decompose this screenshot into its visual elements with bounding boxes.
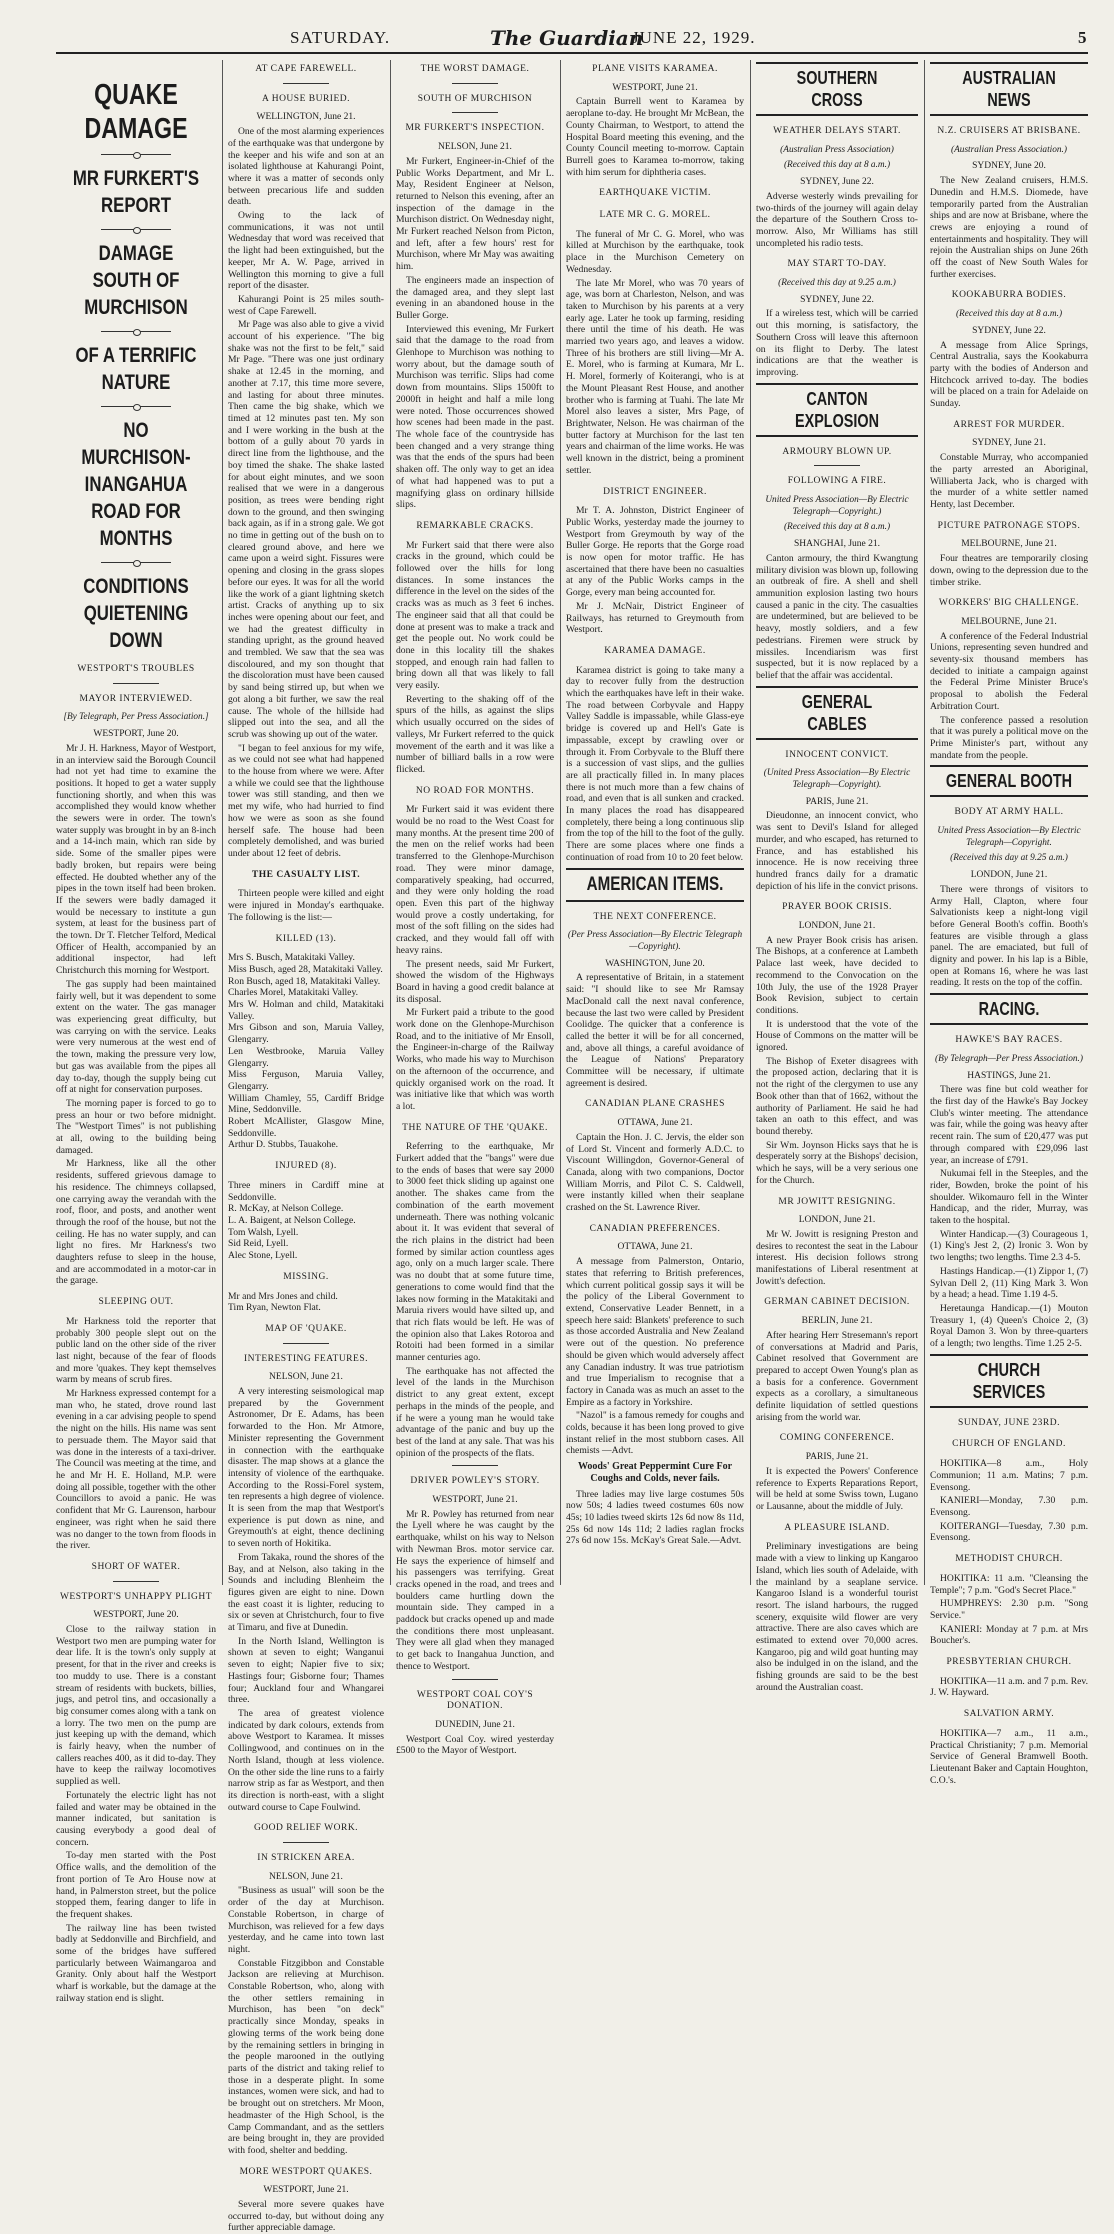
divider	[452, 83, 498, 84]
killed-list	[228, 952, 384, 1151]
service-listing: HOKITIKA—11 a.m. and 7 p.m. Rev. J. W. Hayward.	[930, 1675, 1088, 1699]
subheading: BODY AT ARMY HALL.	[954, 807, 1064, 818]
list-item: R. McKay, at Nelson College.	[228, 1203, 344, 1215]
subheading: WESTPORT COAL COY'S DONATION.	[416, 1689, 534, 1712]
article-paragraph: A message from Alice Springs, Central Australia, says the Kookaburra party with the bodies of Anderson and Hitchcock arrived to-day. The bodies will be placed on a train for Adelaide on Sunday.	[930, 339, 1088, 410]
dateline: DUNEDIN, June 21.	[435, 1720, 515, 1730]
subheading: SLEEPING OUT.	[98, 1297, 174, 1308]
credit-line: (Per Press Association—By Electric Telegraph—Copyright).	[567, 930, 743, 952]
section-heading: AMERICAN ITEMS.	[586, 873, 724, 895]
article-paragraph: Captain the Hon. J. C. Jervis, the elder son of Lord St. Vincent and formerly A.D.C. to Viscount Willingdon, Governor-General of Canada, along with two companions, Doctor William Morris, and Pilot C. S. Caldwell, were instantly killed when their seaplane crashed on the St. Lawrence River.	[566, 1131, 744, 1214]
main-headline: QUAKE DAMAGE	[84, 79, 188, 145]
subheading: CANADIAN PREFERENCES.	[589, 1223, 721, 1234]
subheading: WEATHER DELAYS START.	[773, 126, 901, 136]
article-paragraph: Mr T. A. Johnston, District Engineer of Public Works, yesterday made the journey to Westport from Greymouth by way of the Buller Gorge. He reports that the Gorge road is now open for motor traffic. He has ascertained that there have been no casualties at any of the Public Works camps in the Gorge, every man being accounted for.	[566, 505, 744, 599]
race-result: Hastings Handicap.—(1) Zippor 1, (7) Sylvan Dell 2, (11) King Mark 3. Won by a head; a head. Time 1.19 4-5.	[930, 1265, 1088, 1301]
dateline: WASHINGTON, June 20.	[605, 958, 705, 969]
masthead-day: SATURDAY.	[290, 28, 391, 47]
article-paragraph: Mr Harkness expressed contempt for a man who, he stated, drove round last evening in a car advising people to spend the night on the hills. His name was sent to persuade them. The Mayor said that was done in the interests of a taxi-driver. The Council was meeting at the time, and he and Mr H. E. Holland, M.P. were doing all possible, together with the other Councillors to avoid a panic. He was confident that Mr G. Laurenson, harbour engineer, was right when he said there was no danger to the town from floods in the river.	[56, 1388, 216, 1552]
dateline: SYDNEY, June 22.	[800, 177, 874, 188]
subheading: AT CAPE FAREWELL.	[255, 64, 357, 74]
dateline: NELSON, June 21.	[438, 142, 512, 153]
article-paragraph: Interviewed this evening, Mr Furkert said that the damage to the road from Glenhope to Murchison was nothing to worry about, but the damage south of Murchison was terrific. Slips had come down from mountains. Slips 1500ft to 2000ft in height and half a mile long were noted. Those occurrences showed how scenes had been made in the past. The whole face of the countryside has been changed and a very strange thing was that the ends of the spurs had been shaken off. The only way to get an idea of what had happened was to put a magnifying glass on ordinary hillside slips.	[396, 323, 554, 511]
subheading: PRESBYTERIAN CHURCH.	[946, 1657, 1072, 1668]
article-paragraph: To-day men started with the Post Office walls, and the demolition of the front portion of Te Aro House now at hand, in Palmerston street, but the police stopped them, fearing danger to life in the frequent shakes.	[56, 1850, 216, 1920]
section-banner	[930, 62, 1088, 116]
subheading: A PLEASURE ISLAND.	[784, 1522, 890, 1533]
race-result: Heretaunga Handicap.—(1) Mouton Treasury 1, (4) Queen's Choice 2, (3) Royal Damon 3. Won by three-quarters of a length; two lengths. Time 1.25 2-5.	[930, 1302, 1088, 1350]
list-item: William Chamley, 55, Cardiff Bridge Mine, Seddonville.	[228, 1092, 384, 1116]
ornament	[101, 229, 171, 230]
subheading: COMING CONFERENCE.	[779, 1433, 895, 1444]
article-paragraph: "Business as usual" will soon be the order of the day at Murchison. Constable Robertson, in charge of Murchison, was relieved for a few days yesterday, and he came into town last night.	[228, 1885, 384, 1955]
service-listing: KANIERI: Monday at 7 p.m. at Mrs Boucher's.	[930, 1623, 1088, 1647]
subheading: MR FURKERT'S INSPECTION.	[405, 123, 545, 134]
masthead-date: JUNE 22, 1929.	[632, 28, 756, 47]
column-rule	[560, 60, 561, 1585]
article-paragraph: The morning paper is forced to go to press an hour or two before midnight. The "Westport Times" is not publishing at all, owing to the building being damaged.	[56, 1097, 216, 1156]
article-paragraph: After hearing Herr Stresemann's report of conversations at Madrid and Paris, Cabinet resolved that Government are prepared to accept Owen Young's plan as a basis for a conference. Government expects as a corollary, a simultaneous definite liquidation of settled questions arising from the world war.	[756, 1329, 918, 1423]
dateline: LONDON, June 21.	[798, 1215, 876, 1226]
divider	[113, 1581, 159, 1582]
subheading: GOOD RELIEF WORK.	[253, 1823, 359, 1834]
article-paragraph: Mr J. McNair, District Engineer of Railways, has returned to Greymouth from Westport.	[566, 600, 744, 636]
credit-line: (Australian Press Association.)	[951, 144, 1067, 155]
divider	[452, 1679, 498, 1680]
received-note: (Received this day at 8 a.m.)	[955, 309, 1063, 320]
article-paragraph: Mr J. H. Harkness, Mayor of Westport, in an interview said the Borough Council had not yet had time to examine the positions. It hoped to get a water supply functioning shortly, and when this was accomplished they would know whether the sewers were in order. The town's water supply was brought in by an 8-inch and a 14-inch main, which ran side by side. Some of the smaller pipes were badly broken, but repairs were being effected. He doubted whether any of the pipes in the town itself had been broken. If the sewers were badly damaged it would be necessary to institute a gun system, at least for the business part of the town. Dr T. Fletcher Telford, Medical Officer of Health, accompanied by an additional inspector, had left Christchurch this morning for Westport.	[56, 742, 216, 977]
article-paragraph: Preliminary investigations are being made with a view to linking up Kangaroo Island, which lies south of Adelaide, with the mainland by a seaplane service. Kangaroo Island is a wonderful tourist resort. The island harbours, the rugged scenery, exquisite wild flower are very attractive. There are also caves which are estimated to extend over 70,000 acres. Kangaroo, pig and wild goat hunting may also be indulged in on the island, and the fishing grounds are said to be the best around the Australian coast.	[756, 1541, 918, 1693]
deck-heading: NO MURCHISON-INANGAHUA ROAD FOR MONTHS	[81, 419, 191, 550]
article-paragraph: Referring to the earthquake, Mr Furkert added that the "bangs" were due to the ends of bases that were say 2000 to 3000 feet thick sliding up against one another. The shakes came from the combination of the earth movement underneath. There was nothing volcanic about it. It was evident that several of the rich plains in the district had been formed by similar action countless ages ago, only on a much larger scale. There was no doubt that at some future time, generations to come would find that the lakes now forming in the Matakitaki and Maruia rivers would have silted up, and that rich flats would be left. He was of the opinion also that Lakes Rotoroa and Rotoiti had been formed in a similar manner centuries ago.	[396, 1141, 554, 1364]
article-paragraph: The Bishop of Exeter disagrees with the proposed action, declaring that it is not the right of the clergymen to use any Book other than that of 1662, without the authority of Parliament. He said he had taken an oath to this effect, and was bound thereby.	[756, 1055, 918, 1137]
article-paragraph: The engineers made an inspection of the damaged area, and they slept last evening in an abandoned house in the Buller Gorge.	[396, 274, 554, 321]
section-banner	[756, 686, 918, 740]
section-heading: GENERAL CABLES	[801, 691, 873, 734]
article-paragraph: The area of greatest violence indicated by dark colours, extends from above Westport to Karamea. It misses Collingwood, and continues on in the North Island, though at less violence. On the other side the line runs to a fairly narrow strip as far as Westport, and then its direction is north-east, with a slight outward course to Cape Foulwind.	[228, 1708, 384, 1813]
list-item: Charles Morel, Matakitaki Valley.	[228, 987, 359, 999]
article-paragraph: Canton armoury, the third Kwangtung military division was blown up, following an outbreak of fire. A shell and shell ammunition explosion lasting two hours caused a panic in the city. The casualties are undetermined, but are believed to be heavy, mostly soldiers, and a few pedestrians. Firemen were struck by missiles. Incendiarism was first suspected, but it is now replaced by a belief that the affair was accidental.	[756, 552, 918, 681]
subheading: LATE MR C. G. MOREL.	[599, 210, 711, 221]
article-paragraph: A representative of Britain, in a statement said: "I should like to see Mr Ramsay MacDonald call the next naval conference, because the last two were called by President Coolidge. The quicker that a conference is called the better it will be for all concerned, and, above all things, a careful avoidance of the League of Nations' Preparatory Committee will be necessary, if ultimate agreement is desired.	[566, 972, 744, 1089]
dateline: WESTPORT, June 21.	[432, 1495, 518, 1506]
article-paragraph: Four theatres are temporarily closing down, owing to the depression due to the timber strike.	[930, 553, 1088, 588]
divider	[814, 465, 860, 466]
article-paragraph: It is expected the Powers' Conference reference to Experts Reparations Report, will be held at some Swiss town, Lugano or Lausanne, about the middle of July.	[756, 1465, 918, 1512]
article-paragraph: Mr Furkert paid a tribute to the good work done on the Glenhope-Murchison Road, and to the initiative of Mr Ensoll, the Engineer-in-charge of the Railway Works, who made his way to Murchison on the afternoon of the occurrence, and quickly organised work on the road. It was initiative like that which was worth a lot.	[396, 1007, 554, 1112]
dateline: MELBOURNE, June 21.	[961, 616, 1057, 627]
dateline: OTTAWA, June 21.	[617, 1118, 693, 1129]
subheading: PRAYER BOOK CRISIS.	[782, 902, 892, 913]
section-heading: SOUTHERN CROSS	[796, 68, 878, 110]
subheading: WESTPORT'S TROUBLES	[77, 664, 195, 674]
subheading: MAP OF 'QUAKE.	[265, 1323, 347, 1334]
dateline: WESTPORT, June 21.	[612, 82, 698, 93]
article-paragraph: The gas supply had been maintained fairly well, but it was dependent to some extent on the water. The gas manager was experiencing great difficulty, but was carrying on with the service. Leaks were very numerous at the west end of the town, making the pressure very low, but gas was available from the pipes all day to-day, though the supply being cut off at night for conservation purposes.	[56, 978, 216, 1096]
advertisement: "Nazol" is a famous remedy for coughs and colds, because it has been long proved to give instant relief in the most stubborn cases. All chemists —Advt.	[566, 1410, 744, 1457]
subheading: CANADIAN PLANE CRASHES	[585, 1099, 725, 1110]
article-paragraph: The present needs, said Mr Furkert, showed the wisdom of the Highways Board in having a good credit balance at its disposal.	[396, 958, 554, 1005]
subheading: PLANE VISITS KARAMEA.	[592, 64, 718, 74]
dateline: LONDON, June 21.	[970, 870, 1048, 881]
list-item: Miss Busch, aged 28, Matakitaki Valley.	[228, 963, 383, 975]
article-paragraph: Mr Harkness, like all the other residents, suffered grievous damage to his residence. The chimneys collapsed, one carrying away the verandah with the roof, floor, and posts, and another went through the roof of the house, but not the ceiling. He has no water supply, and can light no fires. Mr Harkness's two daughters refuse to sleep in the house, and are accommodated in a motor-car in the garage.	[56, 1158, 216, 1287]
list-item: Tom Walsh, Lyell.	[228, 1226, 299, 1238]
subheading: N.Z. CRUISERS AT BRISBANE.	[937, 126, 1081, 136]
section-banner	[930, 993, 1088, 1025]
subheading: MORE WESTPORT QUAKES.	[239, 2166, 373, 2177]
list-item: Sid Reid, Lyell.	[228, 1238, 289, 1250]
article-paragraph: Kahurangi Point is 25 miles south-west of Cape Farewell.	[228, 293, 384, 317]
received-note: (Received this day at 8 a.m.)	[783, 522, 891, 533]
subheading: MAY START TO-DAY.	[787, 259, 887, 270]
subheading: CHURCH OF ENGLAND.	[952, 1439, 1066, 1450]
article-paragraph: From Takaka, round the shores of the Bay, and at Nelson, also taking in the Sounds and including Blenheim the figures given are eight to nine. Down the east coast it is lighter, reducing to six or seven at Christchurch, four to five at Timaru, and five at Dunedin.	[228, 1551, 384, 1634]
injured-list	[228, 1180, 384, 1262]
divider	[452, 112, 498, 113]
article-paragraph: A new Prayer Book crisis has arisen. The Bishops, at a conference at Lambeth Palace last week, have decided to recommend to the Convocation on the 10th July, the use of the 1928 Prayer Book Revision, subject to certain conditions.	[756, 934, 918, 1016]
subheading: THE WORST DAMAGE.	[420, 64, 530, 74]
advertisement: Woods' Great Peppermint Cure For Coughs and Colds, never fails.	[577, 1461, 733, 1484]
list-item: Len Westbrooke, Maruia Valley Glengarry.	[228, 1045, 384, 1069]
article-paragraph: A message from Palmerston, Ontario, states that referring to British preferences, which current political gossip says it will be the policy of the Liberal Government to extend, Conservative Leader Bennett, in a speech here said: Blankets' preference to such as those accorded Australia and New Zealand were out of the question. No preference should be given which would adversely affect any Canadian industry. It was true patriotism and true Imperialism to recognise that a factory in Canada was as much an asset to the Empire as a factory in Yorkshire.	[566, 1256, 744, 1408]
subheading: THE CASUALTY LIST.	[251, 869, 361, 880]
subheading: INTERESTING FEATURES.	[244, 1353, 368, 1364]
subheading: DRIVER POWLEY'S STORY.	[410, 1476, 540, 1487]
subheading: KILLED (13).	[275, 933, 337, 944]
subheading: SALVATION ARMY.	[963, 1709, 1055, 1720]
subheading: SUNDAY, JUNE 23RD.	[958, 1417, 1060, 1428]
dateline: PARIS, June 21.	[805, 796, 869, 807]
section-banner	[756, 383, 918, 437]
subheading: METHODIST CHURCH.	[955, 1554, 1063, 1565]
subheading: SOUTH OF MURCHISON	[417, 93, 533, 104]
article-paragraph: In the North Island, Wellington is shown at seven to eight; Wanganui seven to eight; Napier five to six; Hastings four; Gisborne four; Thames four; Auckland four and Whangarei three.	[228, 1635, 384, 1706]
advertisement: Three ladies may live large costumes 50s now 50s; 4 ladies tweed costumes 60s now 45s; 10 ladies tweed skirts 12s 6d now 8s 11d, 25s 6d now 14s 11d; 2 ladies raglan frocks 27s 6d now 15s. McKay's Great Sale.—Advt.	[566, 1488, 744, 1547]
received-note: (Received this day at 8 a.m.)	[783, 160, 891, 171]
section-banner	[930, 765, 1088, 797]
masthead	[0, 28, 1114, 54]
list-item: Mrs W. Holman and child, Matakitaki Valley.	[228, 999, 384, 1022]
subheading: ARREST FOR MURDER.	[953, 419, 1065, 430]
ornament	[101, 154, 171, 155]
article-paragraph: Mr Furkert said it was evident there would be no road to the West Coast for many months. At the present time 200 of the men on the relief works had been transferred to the Glenhope-Murchison road. They were minor damage, comparatively speaking, had occurred, and they were only holding the road open. Even this part of the highway would prove a costly undertaking, for most of the soft filling on the sides had cracked, and they would fall off with heavy rains.	[396, 804, 554, 956]
column-2	[228, 60, 384, 2234]
subheading: HAWKE'S BAY RACES.	[955, 1035, 1063, 1046]
article-paragraph: Reverting to the shaking off of the spurs of the hills, as against the slips which usually occurred on the sides of valleys, Mr Furkert referred to the quick movement of the earth and it was like a number of billiard balls in a row were flicked.	[396, 693, 554, 775]
section-banner	[756, 62, 918, 116]
dateline: WELLINGTON, June 21.	[256, 112, 356, 123]
received-note: (Received this day at 9.25 a.m.)	[778, 278, 896, 289]
article-paragraph: Owing to the lack of communications, it was not until Wednesday that word was received that the light had been extinguished, but the keeper, Mr A. W. Page, arrived in Wellington this morning to give a full report of the disaster.	[228, 210, 384, 292]
article-paragraph: Several more severe quakes have occurred to-day, but without doing any further appreciable damage.	[228, 2199, 384, 2234]
article-paragraph: Dieudonne, an innocent convict, who was sent to Devil's Island for alleged murder, and who escaped, has returned to France, and has established his innocence. He is now receiving three hundred francs daily for a dramatic depiction of his life in the convict prisons.	[756, 810, 918, 892]
subheading: EARTHQUAKE VICTIM.	[599, 188, 711, 199]
list-item: Mr and Mrs Jones and child.	[228, 1290, 338, 1302]
article-paragraph: Westport Coal Coy. wired yesterday £500 to the Mayor of Westport.	[396, 1733, 554, 1757]
article-paragraph: Thirteen people were killed and eight were injured in Monday's earthquake. The following is the list:—	[228, 888, 384, 923]
dateline: SYDNEY, June 22.	[972, 325, 1046, 336]
received-note: (Received this day at 9.25 a.m.)	[950, 853, 1068, 864]
dateline: WESTPORT, June 20.	[93, 1610, 179, 1621]
dateline: SHANGHAI, June 21.	[793, 539, 881, 550]
dateline: HASTINGS, June 21.	[967, 1070, 1051, 1081]
article-paragraph: Adverse westerly winds prevailing for two-thirds of the journey will again delay the departure of the Southern Cross to-morrow. Also, Mr Williams has still uncompleted his radio tests.	[756, 190, 918, 249]
credit-line: (Australian Press Association)	[780, 144, 894, 155]
service-listing: KANIERI—Monday, 7.30 p.m. Evensong.	[930, 1495, 1088, 1518]
list-item: Alec Stone, Lyell.	[228, 1250, 298, 1262]
subheading: WESTPORT'S UNHAPPY PLIGHT	[59, 1591, 213, 1602]
article-paragraph: The earthquake has not affected the level of the lands in the Murchison district to any great extent, except perhaps in the minds of the people, and if he were a young man he would take advantage of the panic and buy up the best of the land at any sale. That was his opinion of the prospects of the flats.	[396, 1365, 554, 1459]
deck-heading: MR FURKERT'S REPORT	[72, 167, 200, 217]
dateline: SYDNEY, June 22.	[800, 294, 874, 305]
list-item: Three miners in Cardiff mine at Seddonville.	[228, 1179, 384, 1203]
divider	[283, 1343, 329, 1344]
subheading: NO ROAD FOR MONTHS.	[415, 785, 535, 796]
subheading: FOLLOWING A FIRE.	[787, 476, 887, 487]
article-paragraph: The late Mr Morel, who was 70 years of age, was born at Charleston, Nelson, and was taken to Murchison by his parents at a very early age. Later he took up farming, residing there until the time of his death. He was married two years ago, and leaves a widow. Three of his brothers are still living—Mr A. E. Morel, who is farming at Kumara, Mr L. H. Morel, formerly of Koiterangi, who is at the Mount Pleasant Rest House, and another brother who is farming at Tuahi. The late Mr Morel also leaves a sister, Mrs Page, of Brightwater, Nelson. He was chairman of the butter factory at Murchison for the last ten years and chairman of the lime works. He was well known in the district, being a prominent settler.	[566, 277, 744, 476]
service-listing: HOKITIKA—7 a.m., 11 a.m., Practical Christianity; 7 p.m. Memorial Service of General Bramwell Booth. Lieutenant Baker and Captain Houghton, C.O.'s.	[930, 1727, 1088, 1786]
masthead-rule	[56, 52, 1088, 54]
subheading: REMARKABLE CRACKS.	[416, 520, 534, 531]
section-banner	[930, 1354, 1088, 1408]
service-listing: HOKITIKA: 11 a.m. "Cleansing the Temple"; 7 p.m. "God's Secret Place."	[930, 1572, 1088, 1596]
credit-line: (United Press Association—By Electric Telegraph—Copyright).	[763, 768, 911, 791]
subheading: INJURED (8).	[275, 1161, 337, 1172]
credit-line: United Press Association—By Electric Telegraph—Copyright.	[937, 826, 1081, 848]
article-paragraph: Fortunately the electric light has not failed and water may be obtained in the manner indicated, but sanitation is causing everybody a good deal of concern.	[56, 1789, 216, 1848]
dateline: NELSON, June 21.	[269, 1871, 343, 1882]
page-number: 5	[1078, 28, 1087, 47]
article-paragraph: Constable Fitzgibbon and Constable Jackson are relieving at Murchison. Constable Robertson, who, along with the other settlers remaining in Murchison, has been "on deck" practically since Monday, speaks in glowing terms of the work being done by the remaining settlers in bringing in the people marooned in the outlying parts of the district and taking relief to those in a desperate plight. In some instances, women were sick, and had to be brought out on stretchers. Mr Moon, headmaster of the High School, is the Camp Commandant, and as the settlers are being brought in, they are provided with food, shelter and bedding.	[228, 1957, 384, 2156]
section-heading: CHURCH SERVICES	[972, 1359, 1046, 1402]
article-paragraph: Mr W. Jowitt is resigning Preston and desires to recontest the seat in the Labour interest. His decision follows strong manifestations of Liberal resentment at Jowitt's defection.	[756, 1228, 918, 1287]
dateline: PARIS, June 21.	[805, 1452, 869, 1463]
column-6	[930, 60, 1088, 1786]
subheading: KARAMEA DAMAGE.	[604, 645, 706, 656]
dateline: WESTPORT, June 21.	[263, 2185, 349, 2196]
credit-line: United Press Association—By Electric Telegraph—Copyright.)	[765, 495, 909, 517]
article-paragraph: Nukumai fell in the Steeples, and the rider, Bowden, broke the point of his shoulder. Wikomauro fell in the Winter Handicap, and the rider, Murray, was taken to the hospital.	[930, 1168, 1088, 1227]
divider	[452, 1465, 498, 1466]
subheading: KOOKABURRA BODIES.	[951, 290, 1067, 301]
divider	[283, 1842, 329, 1843]
dateline: MELBOURNE, June 21.	[961, 539, 1057, 550]
column-3	[396, 60, 554, 1757]
article-paragraph: The funeral of Mr C. G. Morel, who was killed at Murchison by the earthquake, took place in the Murchison Cemetery on Wednesday.	[566, 228, 744, 275]
subheading: WORKERS' BIG CHALLENGE.	[938, 598, 1080, 609]
dateline: SYDNEY, June 21.	[972, 438, 1046, 449]
article-paragraph: If a wireless test, which will be carried out this morning, is satisfactory, the Southern Cross will leave this afternoon on its flight to Derby. The latest indications are that the weather is improving.	[756, 308, 918, 378]
article-paragraph: Captain Burrell went to Karamea by aeroplane to-day. He brought Mr McBean, the County Chairman, to Westport, to attend the Hospital Board meeting this evening, and the County Council meeting to-morrow. Captain Burrell goes to Karamea to-morrow, taking with him serum for diphtheria cases.	[566, 96, 744, 178]
subheading: MAYOR INTERVIEWED.	[79, 693, 193, 704]
subheading: MR JOWITT RESIGNING.	[778, 1196, 896, 1207]
section-heading: GENERAL BOOTH	[945, 771, 1073, 792]
dateline: SYDNEY, June 20.	[972, 161, 1046, 172]
service-listing: HOKITIKA—8 a.m., Holy Communion; 11 a.m. Matins; 7 p.m. Evensong.	[930, 1458, 1088, 1493]
ornament	[101, 562, 171, 563]
dateline: BERLIN, June 21.	[801, 1316, 873, 1327]
deck-heading: DAMAGE SOUTH OF MURCHISON	[84, 242, 188, 319]
masthead-title: The Guardian	[490, 26, 644, 50]
missing-list	[228, 1291, 384, 1314]
article-paragraph: The New Zealand cruisers, H.M.S. Dunedin and H.M.S. Diomede, have temporarily parted from the Australian ships and are now at Brisbane, where the crews are enjoying a round of entertainments and hospitality. They will rejoin the Australian ships on June 26th off the coast of New South Wales for further exercises.	[930, 175, 1088, 280]
article-paragraph: One of the most alarming experiences of the earthquake was that undergone by the keeper and his wife and son at an isolated lighthouse at Kahurangi Point, where it was a matter of seconds only between precarious life and sudden death.	[228, 126, 384, 208]
column-rule	[222, 60, 223, 1585]
article-paragraph: "I began to feel anxious for my wife, as we could not see what had happened to the house from where we were. After a while we could see that the lighthouse tower was still standing, and then we met my wife, who had hurried to find how we were as soon as she found herself safe. The house had been completely demolished, and was buried under about 12 feet of debris.	[228, 742, 384, 859]
subheading: THE NATURE OF THE 'QUAKE.	[402, 1122, 548, 1133]
subheading: THE NEXT CONFERENCE.	[593, 911, 717, 922]
article-paragraph: Mr Furkert, Engineer-in-Chief of the Public Works Department, and Mr L. May, Resident Engineer at Nelson, returned to Nelson this evening, after an inspection of the damage in the Murchison district. On Wednesday night, Mr Furkert reached Nelson from Picton, and left, after a few hours' rest for Murchison, where Mr May was awaiting him.	[396, 155, 554, 273]
dateline: NELSON, June 21.	[269, 1372, 343, 1383]
ornament	[101, 331, 171, 332]
list-item: Ron Busch, aged 18, Matakitaki Valley.	[228, 975, 381, 987]
column-rule	[750, 60, 751, 1585]
subheading: PICTURE PATRONAGE STOPS.	[937, 520, 1081, 531]
column-5	[756, 60, 918, 1693]
article-paragraph: Mr Harkness told the reporter that probably 300 people slept out on the public land on the other side of the river last night, because of the fear of floods and more 'quakes. They kept themselves warm by means of scrub fires.	[56, 1315, 216, 1386]
list-item: Arthur D. Stubbs, Tauakohe.	[228, 1139, 338, 1151]
column-4	[566, 60, 744, 1587]
subheading: SHORT OF WATER.	[91, 1561, 181, 1572]
section-heading: CANTON EXPLOSION	[794, 388, 880, 431]
article-paragraph: The conference passed a resolution that it was purely a political move on the Prime Minister's part, without any mandate from the people.	[930, 714, 1088, 761]
list-item: L. A. Baigent, at Nelson College.	[228, 1214, 356, 1226]
dateline: LONDON, June 21.	[798, 921, 876, 932]
divider	[283, 83, 329, 84]
service-listing: HUMPHREYS: 2.30 p.m. "Song Service."	[930, 1598, 1088, 1621]
subheading: IN STRICKEN AREA.	[257, 1853, 355, 1864]
divider	[113, 683, 159, 684]
article-paragraph: Mr R. Powley has returned from near the Lyell where he was caught by the earthquake, whilst on his way to Nelson with Newman Bros. motor service car. He says the experience of himself and his passengers was terrifying. Great cracks opened in the road, and trees and boulders came hurtling down the mountain side. They camped in a paddock but cracks opened up and made the conditions there most unpleasant. They were all glad when they managed to get back to Inangahua Junction, and thence to Westport.	[396, 1508, 554, 1672]
article-paragraph: A very interesting seismological map prepared by the Government Astronomer, Dr E. Adams, has been forwarded to the Hon. Mr Atmore, Minister representing the Government in connection with the earthquake disaster. The map shows at a glance the intensity of violence of the earthquake. According to the Rossi-Forel system, ten represents a high degree of violence. It is seen from the map that Westport's experience is put down as nine, and Greymouth's at eight, thence declining to seven north of Hokitika.	[228, 1386, 384, 1550]
ornament	[101, 406, 171, 407]
column-1	[56, 60, 216, 2004]
column-rule	[924, 60, 925, 1585]
section-heading: RACING.	[978, 999, 1040, 1020]
deck-heading: OF A TERRIFIC NATURE	[75, 344, 197, 394]
deck-heading: CONDITIONS QUIETENING DOWN	[83, 575, 189, 652]
section-banner	[566, 868, 744, 902]
list-item: Tim Ryan, Newton Flat.	[228, 1302, 321, 1314]
dateline: WESTPORT, June 20.	[93, 729, 179, 740]
article-paragraph: Constable Murray, who accompanied the party arrested an Aboriginal, Williaberta Jack, who is charged with the murder of a white settler named Henty, last December.	[930, 452, 1088, 510]
subheading: MISSING.	[283, 1271, 329, 1282]
subheading: A HOUSE BURIED.	[262, 93, 350, 104]
credit-line: (By Telegraph—Per Press Association.)	[935, 1053, 1083, 1064]
subheading: DISTRICT ENGINEER.	[603, 486, 707, 497]
article-paragraph: It is understood that the vote of the House of Commons on the matter will be ignored.	[756, 1018, 918, 1054]
list-item: Miss Ferguson, Maruia Valley, Glengarry.	[228, 1069, 384, 1092]
article-paragraph: The railway line has been twisted badly at Seddonville and Birchfield, and some of the bridges have suffered particularly between Waimangaroa and Granity. Only about half the Westport wharf is workable, but the damage at the railway station end is slight.	[56, 1922, 216, 2004]
subheading: INNOCENT CONVICT.	[785, 749, 889, 760]
article-paragraph: Sir Wm. Joynson Hicks says that he is desperately sorry at the Bishops' decision, which he says, will be a very serious one for the Church.	[756, 1139, 918, 1186]
article-paragraph: A conference of the Federal Industrial Unions, representing seven hundred and seventy-six thousand members has decided to initiate a campaign against the Federal Prime Minister Bruce's proposal to abolish the Federal Arbitration Court.	[930, 630, 1088, 712]
service-listing: KOITERANGI—Tuesday, 7.30 p.m. Evensong.	[930, 1520, 1088, 1544]
column-rule	[390, 60, 391, 1585]
list-item: Robert McAllister, Glasgow Mine, Seddonville.	[228, 1116, 384, 1139]
subheading: GERMAN CABINET DECISION.	[764, 1297, 910, 1308]
article-paragraph: Close to the railway station in Westport two men are pumping water for dear life. It is the town's only supply at present, for that in the river and creeks is too muddy to use. There is a constant stream of residents with buckets, billies, jugs, and petrol tins, and occasionally a big consumer comes along with a tank on a lorry. The two men on the pump are just keeping up with the demand, which is fairly heavy, when the number of callers reaches 400, as it did to-day. They have to keep the railway locomotives supplied as well.	[56, 1624, 216, 1788]
list-item: Mrs Gibson and son, Maruia Valley, Glengarry.	[228, 1022, 384, 1046]
list-item: Mrs S. Busch, Matakitaki Valley.	[228, 952, 355, 964]
article-paragraph: Karamea district is going to take many a day to recover fully from the destruction which the earthquakes have left in their wake. The road between Corbyvale and Happy Valley Saddle is impassable, while Glass-eye bridge is covered up and Hell's Gate is impassable, except by crawling over or through it. From Corbyvale to the Bluff there is a succession of vast slips, and the gullies are all practically filled in. In many places there is not much more than a few chains of road, and even that is all sunken and cracked. In many places the road has disappeared completely, there being a long continuous slip from the top of the hill to the foot of the gully. There are some places where one finds a continuation of road from 10 to 20 feet below.	[566, 664, 744, 863]
article-paragraph: There was fine but cold weather for the first day of the Hawke's Bay Jockey Club's winter meeting. The attendance was fair, while the going was heavy after recent rain. The sum of £20,477 was put through compared with £29,096 last year, an increase of £791.	[930, 1084, 1088, 1166]
race-result: Winter Handicap.—(3) Courageous 1, (1) King's Jest 2, (2) Ironic 3. Won by two lengths; two lengths. Time 2.3 4-5.	[930, 1228, 1088, 1264]
article-paragraph: Mr Furkert said that there were also cracks in the ground, which could be followed over the hills for long distances. In some instances the difference in the level on the sides of the cracks was as much as 3 feet 6 inches. The engineer said that all that could be done at present was to make a track and get the people out. No work could be done in this locality till the shakes stopped, and enough rain had fallen to bring down all that was likely to fall very easily.	[396, 539, 554, 692]
credit-line: [By Telegraph, Per Press Association.]	[63, 712, 209, 723]
article-paragraph: There were throngs of visitors to Army Hall, Clapton, where four Salvationists keep a night-long vigil before General Booth's coffin. Booth's features are visible through a glass panel. The are emaciated, but full of dignity and power. In his lap is a Bible, open at Romans 16, where he was last reading. It rests on the top of the coffin.	[930, 883, 1088, 989]
section-heading: AUSTRALIAN NEWS	[962, 68, 1056, 110]
subheading: ARMOURY BLOWN UP.	[782, 446, 892, 457]
article-paragraph: Mr Page was also able to give a vivid account of his experience. "The big shake was not the first to be felt," said Mr Page. "There was one just ordinary shake at 12.45 in the morning, and another at 7.17, this time more severe, and lasting for about three minutes. Then came the big shake, which we timed at 12 minutes past ten. My son and I were working in the bush at the bottom of a gully about 70 yards in direct line from the lighthouse, and the boy timed the shake. The shake lasted for about eight minutes, and we soon realised that we were in a dangerous position, as trees were bending right down to the ground, and then swinging back again, as if in a strong gale. We got no time in getting out of the bush on to cleared ground above, and here we came upon a weird sight. Fissures were opening and closing in the grass slopes before our eyes. It was for all the world like the work of a giant lightning sketch artist. Cracks of anything up to six inches were opening about our feet, and we had the greatest difficulty in standing upright, as the ground heaved and trembled. We saw that the sea was discoloured, and my son thought that the discoloration must have been caused by sand being stirred up, but when we got along a bit further, we saw the real cause. The whole of the hillside had slipped out into the sea, and all the scrub was showing up out of the water.	[228, 319, 384, 740]
dateline: OTTAWA, June 21.	[617, 1242, 693, 1253]
